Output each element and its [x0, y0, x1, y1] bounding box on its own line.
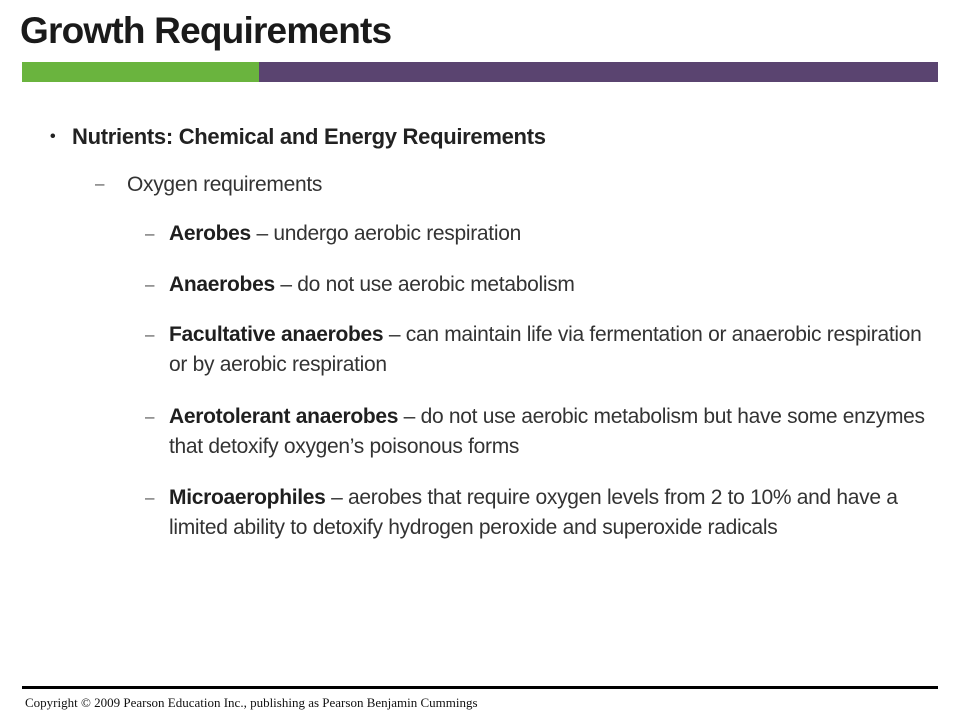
bullet-dot-icon: • [50, 128, 56, 145]
item-description: – do not use aerobic metabolism [274, 273, 575, 296]
dash-icon: – [145, 407, 155, 426]
list-item [145, 219, 945, 249]
list-item [145, 270, 945, 300]
sub-bullet-oxygen [95, 173, 322, 197]
list-item [145, 320, 945, 380]
copyright-footer: Copyright © 2009 Pearson Education Inc., publishing as Pearson Benjamin Cummings [25, 695, 478, 710]
list-item [145, 402, 945, 462]
slide-title: Growth Requirements [20, 10, 392, 51]
item-description: – aerobes that require oxygen levels from 2 to 10% and have a limited ability to detoxify hydrogen peroxide and superoxide radicals [169, 486, 898, 539]
dash-icon: – [95, 174, 105, 193]
item-description: – can maintain life via fermentation or anaerobic respiration or by aerobic respiration [169, 323, 922, 376]
list-item [145, 483, 945, 543]
dash-icon: – [145, 488, 155, 507]
dash-icon: – [145, 224, 155, 243]
item-term: Aerotolerant anaerobes [169, 405, 399, 428]
item-description: – do not use aerobic metabolism but have some enzymes that detoxify oxygen’s poisonous forms [169, 405, 925, 458]
item-description: – undergo aerobic respiration [250, 222, 521, 245]
item-term: Microaerophiles [169, 486, 326, 509]
footer-divider [22, 686, 938, 689]
item-term: Aerobes [169, 222, 251, 245]
heading-text: Nutrients: Chemical and Energy Requirements [72, 124, 546, 149]
item-term: Anaerobes [169, 273, 275, 296]
subheading-text: Oxygen requirements [127, 173, 323, 196]
dash-icon: – [145, 325, 155, 344]
dash-icon: – [145, 275, 155, 294]
bullet-heading [50, 124, 546, 150]
item-term: Facultative anaerobes [169, 323, 384, 346]
